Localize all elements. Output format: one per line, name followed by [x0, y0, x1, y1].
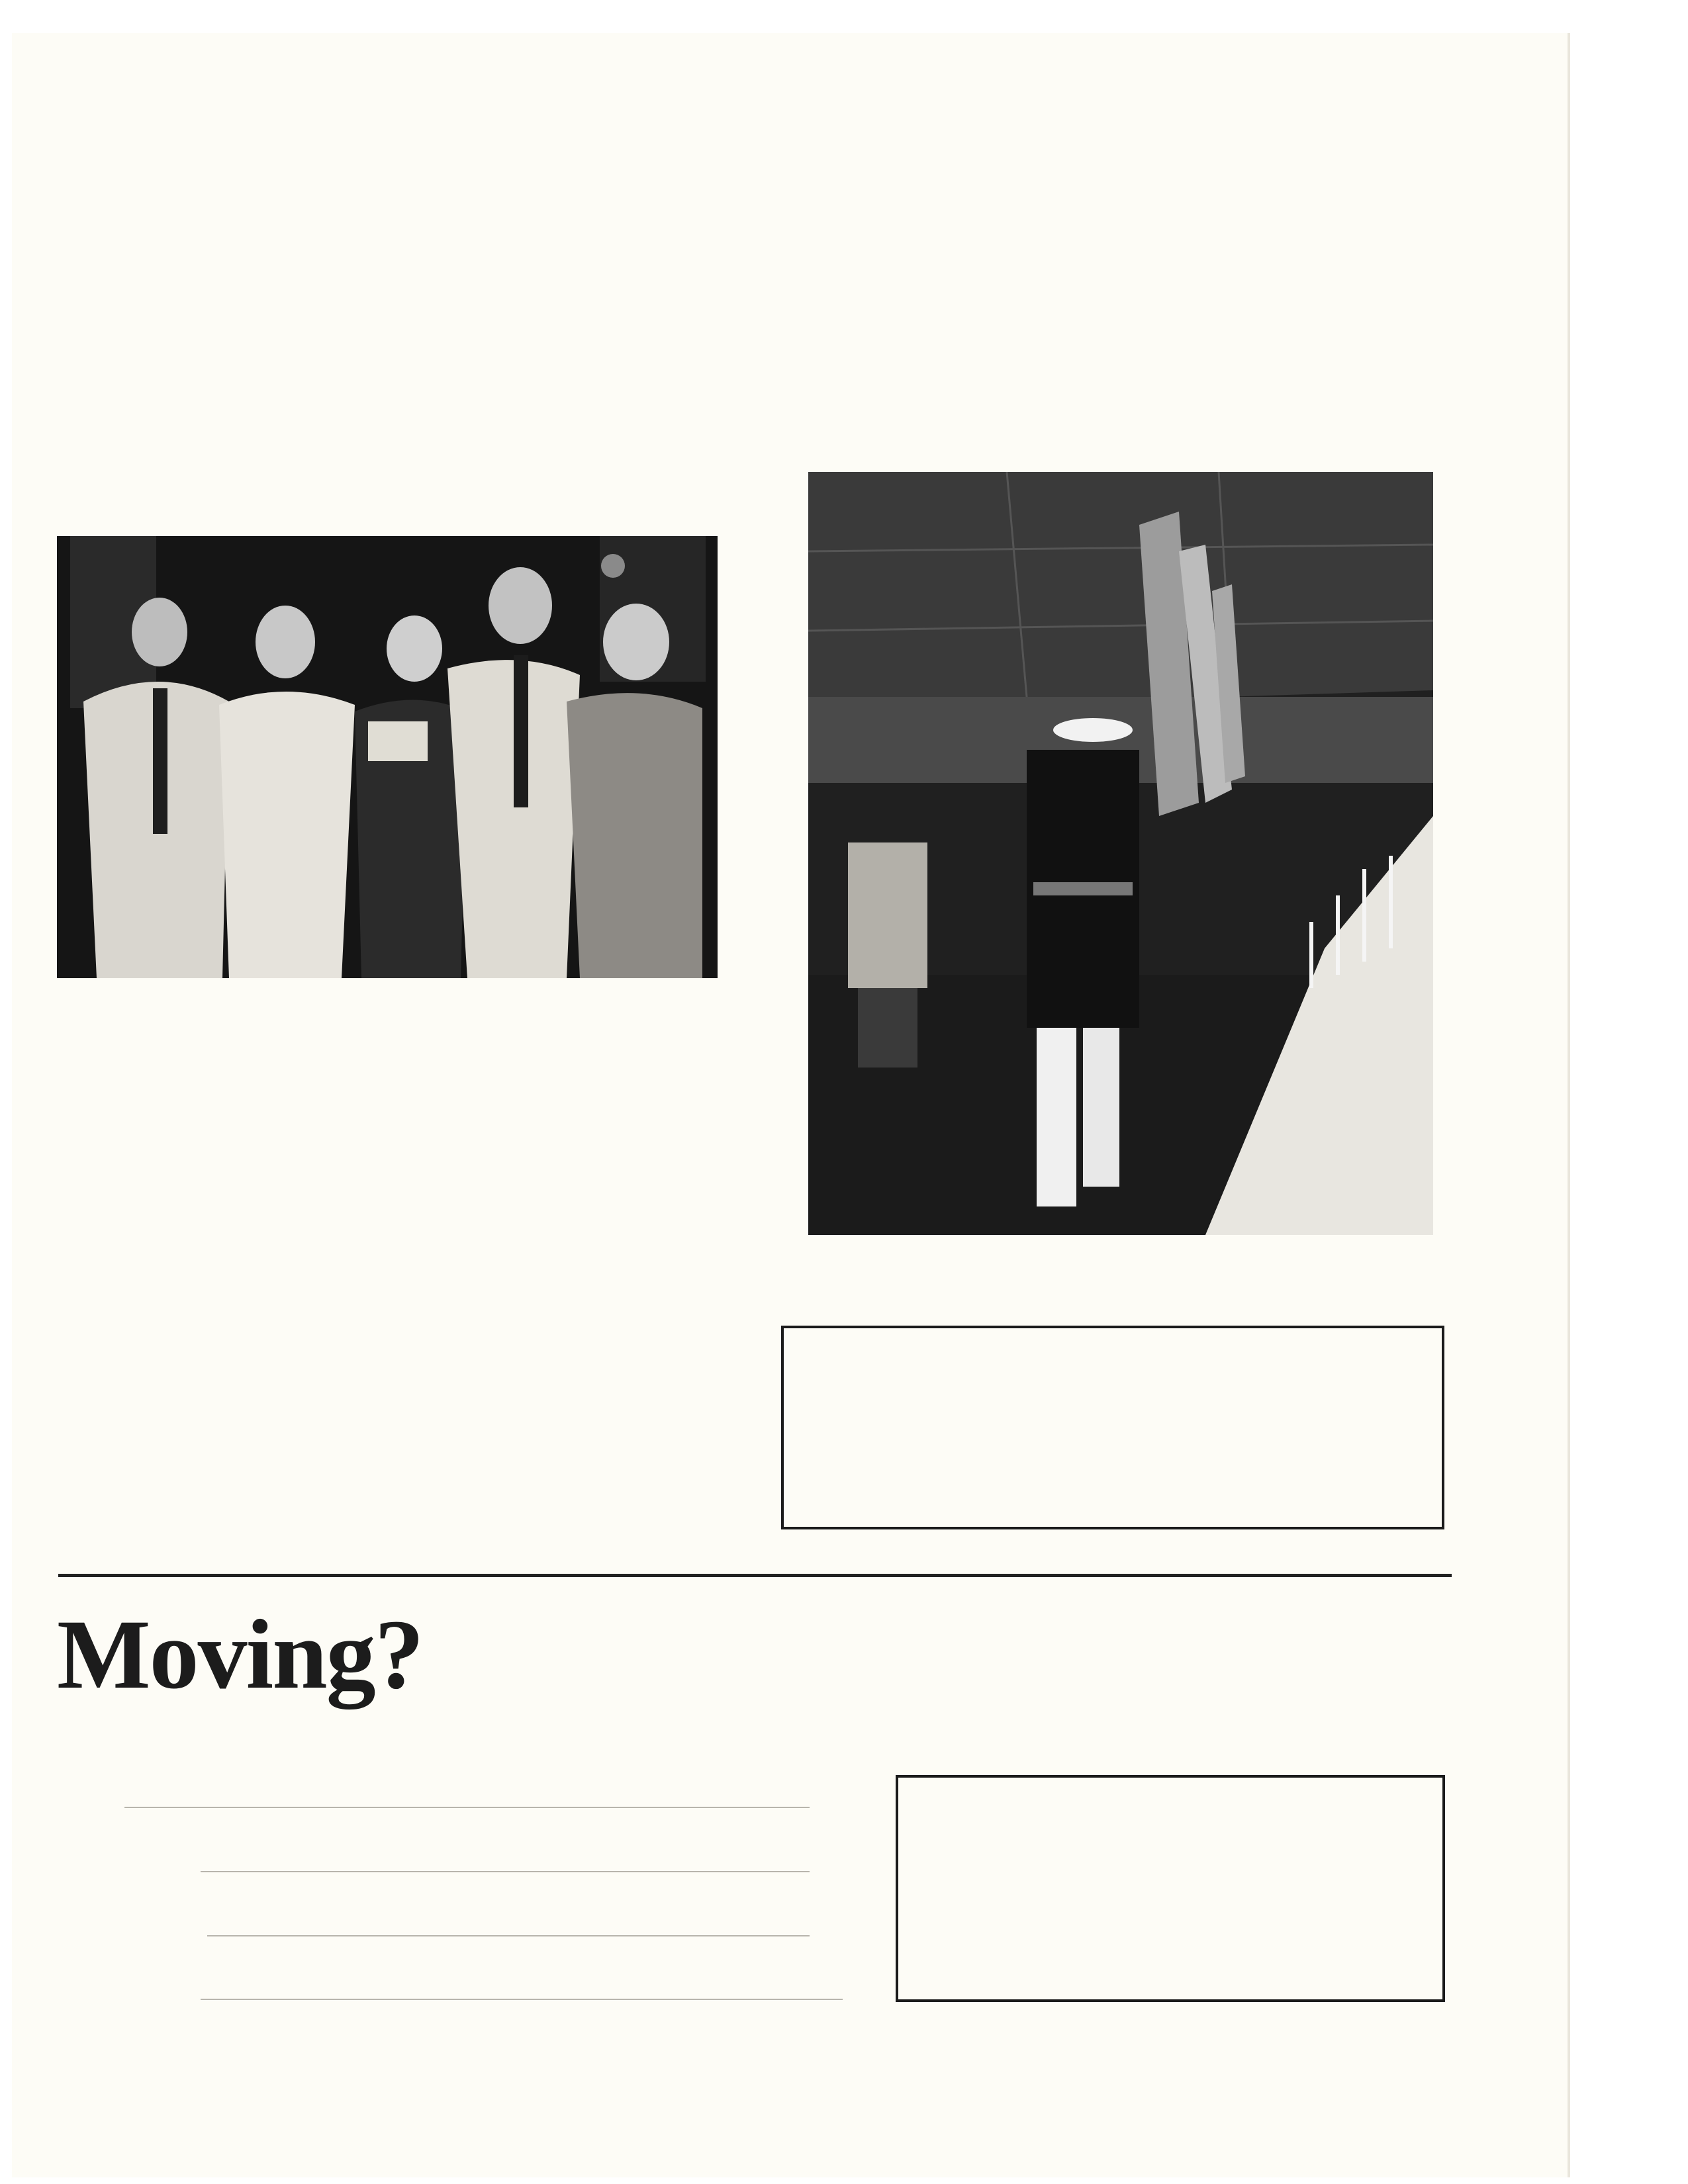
form-line-1[interactable] — [124, 1807, 810, 1808]
moving-heading: Moving? — [57, 1600, 423, 1709]
section-divider — [58, 1574, 1452, 1577]
form-line-3[interactable] — [207, 1935, 810, 1936]
group-photo — [57, 536, 718, 978]
notice-box — [781, 1326, 1444, 1529]
document-page — [12, 33, 1568, 2177]
form-line-2[interactable] — [201, 1871, 810, 1872]
form-line-4[interactable] — [201, 1999, 843, 2000]
mailing-label-box — [896, 1775, 1445, 2002]
banquet-hall-photo — [808, 472, 1433, 1235]
